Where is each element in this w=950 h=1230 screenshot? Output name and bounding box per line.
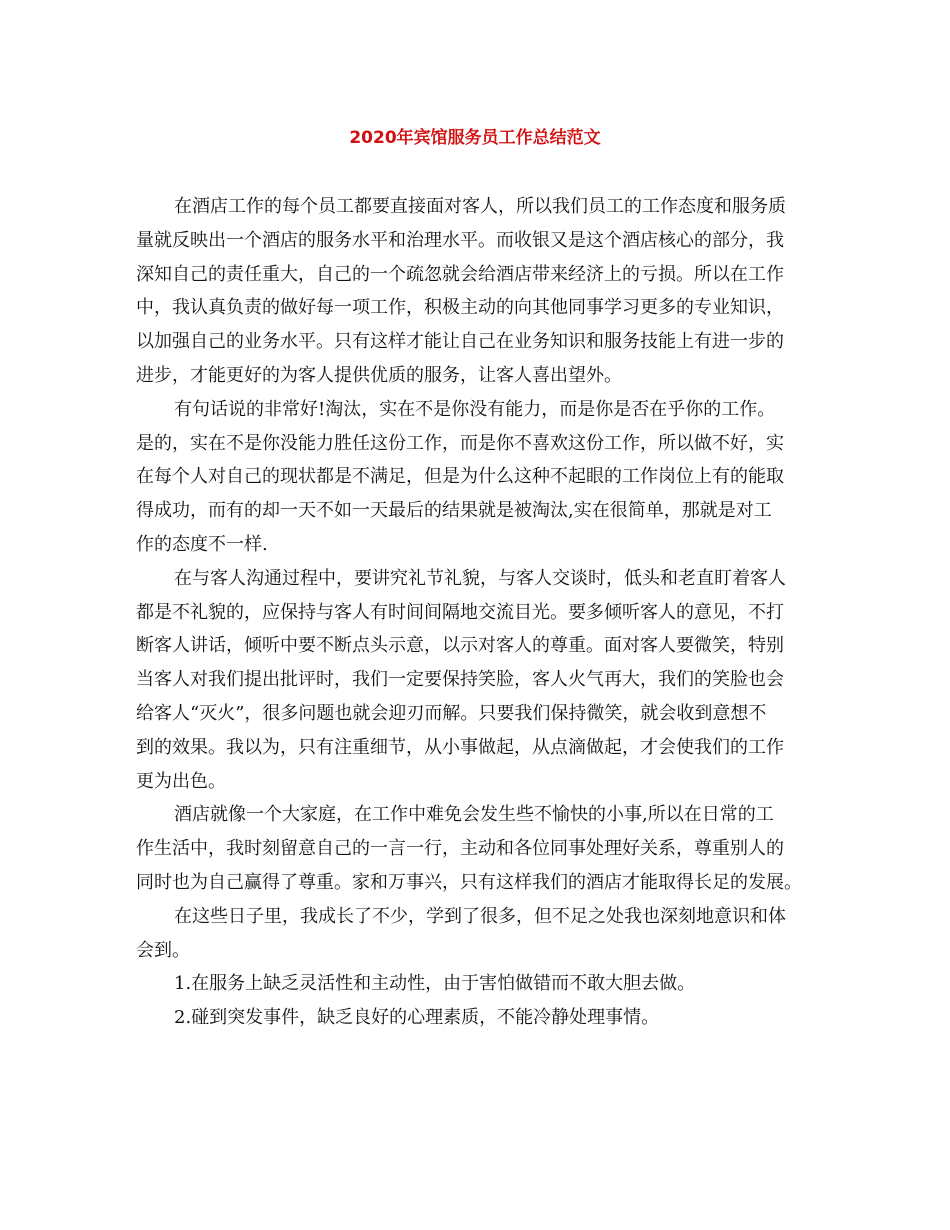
text-line: 在酒店工作的每个员工都要直接面对客人，所以我们员工的工作态度和服务质 bbox=[174, 196, 786, 217]
text-line: 在每个人对自己的现状都是不满足，但是为什么这种不起眼的工作岗位上有的能取 bbox=[136, 466, 784, 488]
text-line: 都是不礼貌的，应保持与客人有时间间隔地交流目光。要多倾听客人的意见，不打 bbox=[136, 601, 784, 623]
text-line: 当客人对我们提出批评时，我们一定要保持笑脸，客人火气再大，我们的笑脸也会 bbox=[136, 669, 784, 691]
text-line: 同时也为自己赢得了尊重。家和万事兴，只有这样我们的酒店才能取得长足的发展。 bbox=[136, 871, 802, 893]
text-line: 是的，实在不是你没能力胜任这份工作，而是你不喜欢这份工作，所以做不好，实 bbox=[136, 432, 784, 454]
text-line: 给客人“灭火”，很多问题也就会迎刃而解。只要我们保持微笑，就会收到意想不 bbox=[136, 702, 767, 724]
text-line: 1.在服务上缺乏灵活性和主动性，由于害怕做错而不敢大胆去做。 bbox=[174, 973, 696, 995]
text-line: 得成功，而有的却一天不如一天最后的结果就是被淘汰,实在很简单，那就是对工 bbox=[136, 500, 772, 522]
text-line: 量就反映出一个酒店的服务水平和治理水平。而收银又是这个酒店核心的部分，我 bbox=[136, 229, 784, 251]
text-line: 作的态度不一样. bbox=[136, 533, 268, 555]
text-line: 中，我认真负责的做好每一项工作，积极主动的向其他同事学习更多的专业知识， bbox=[136, 297, 784, 319]
text-line: 以加强自己的业务水平。只有这样才能让自己在业务知识和服务技能上有进一步的 bbox=[136, 331, 784, 353]
text-line: 2.碰到突发事件，缺乏良好的心理素质，不能冷静处理事情。 bbox=[174, 1007, 660, 1029]
text-line: 在与客人沟通过程中，要讲究礼节礼貌，与客人交谈时，低头和老直盯着客人 bbox=[174, 567, 786, 589]
text-line: 进步，才能更好的为客人提供优质的服务，让客人喜出望外。 bbox=[136, 364, 622, 386]
text-line: 更为出色。 bbox=[136, 770, 226, 792]
text-line: 深知自己的责任重大，自己的一个疏忽就会给酒店带来经济上的亏损。所以在工作 bbox=[136, 263, 784, 285]
document-title: 2020年宾馆服务员工作总结范文 bbox=[349, 128, 601, 148]
text-line: 酒店就像一个大家庭，在工作中难免会发生些不愉快的小事,所以在日常的工 bbox=[174, 804, 774, 826]
text-line: 作生活中，我时刻留意自己的一言一行，主动和各位同事处理好关系，尊重别人的 bbox=[136, 838, 784, 860]
text-line: 在这些日子里，我成长了不少，学到了很多，但不足之处我也深刻地意识和体 bbox=[174, 905, 786, 927]
document-body bbox=[136, 190, 826, 1035]
text-line: 有句话说的非常好!淘汰，实在不是你没有能力，而是你是否在乎你的工作。 bbox=[174, 398, 776, 420]
text-line: 会到。 bbox=[136, 939, 190, 961]
text-line: 断客人讲话，倾听中要不断点头示意，以示对客人的尊重。面对客人要微笑，特别 bbox=[136, 635, 784, 657]
text-line: 到的效果。我以为，只有注重细节，从小事做起，从点滴做起，才会使我们的工作 bbox=[136, 736, 784, 758]
